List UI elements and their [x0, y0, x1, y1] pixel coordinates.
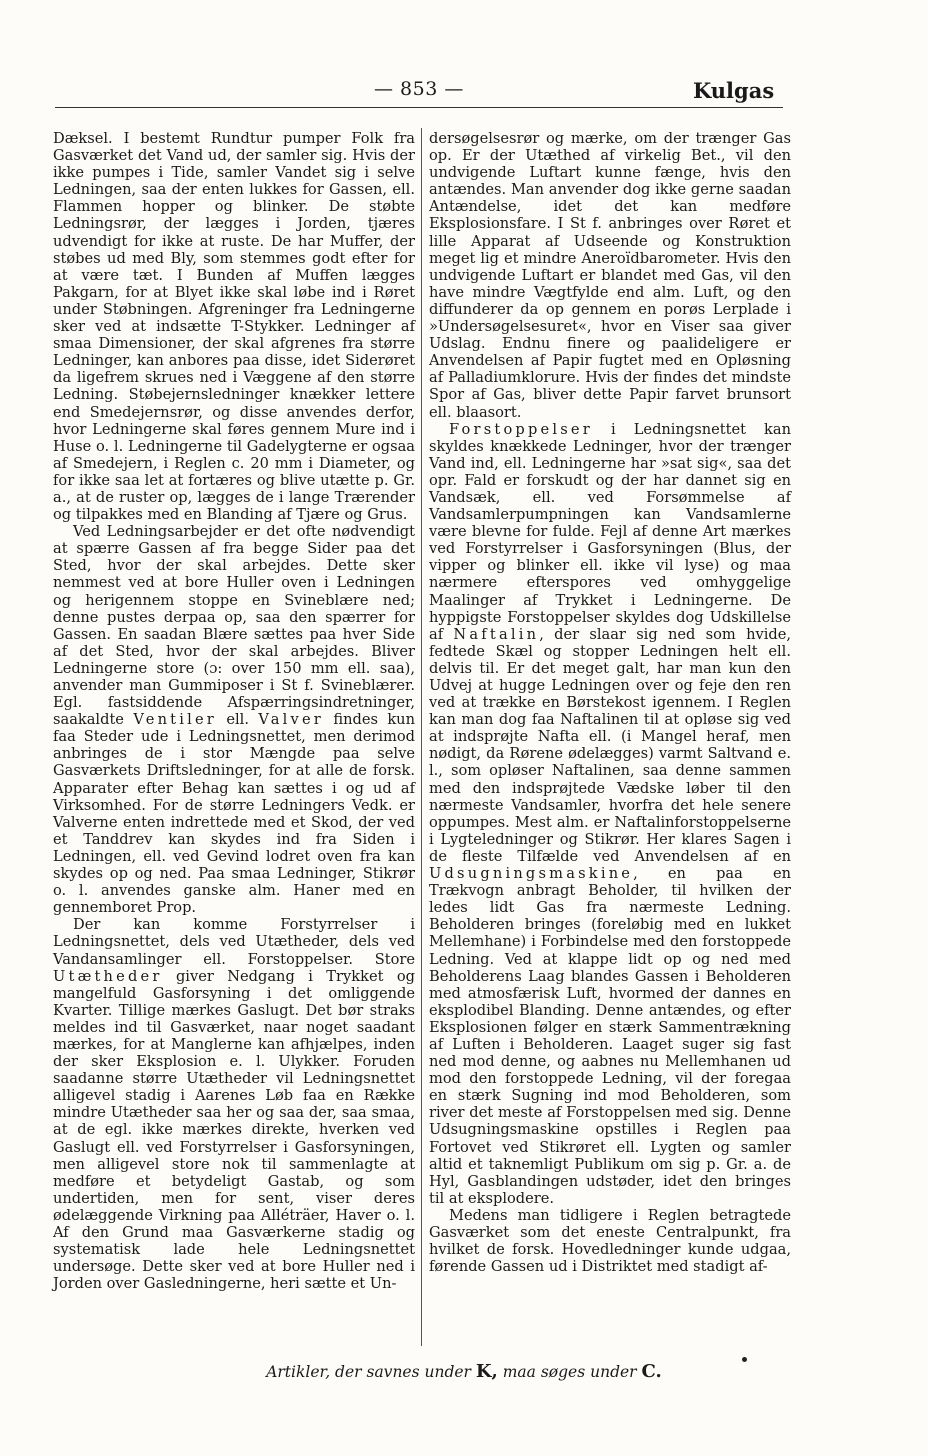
- right-paragraph-2: [429, 421, 791, 1207]
- text-run: ell.: [216, 711, 259, 729]
- right-paragraph-3: Medens man tidligere i Reglen betragtede Gasværket som det eneste Centralpunkt, fra hvilket de forsk. Hovedledninger kunde udgaa, førende Gassen ud i Distriktet med stadigt af-: [429, 1206, 791, 1276]
- page-number: — 853 —: [374, 78, 464, 100]
- spaced-term: Naftalin: [453, 625, 540, 643]
- left-paragraph-1: Dæksel. I bestemt Rundtur pumper Folk fra Gasværket det Vand ud, der samler sig. Hvis der ikke pumpes i Tide, samler Vandet sig i selve Ledningen, saa der enten lukkes for Gassen, ell. Flammen hopper og blinker. De støbte Ledningsrør, der lægges i Jorden, tjæres udvendigt for ikke at ruste. De har Muffer, der støbes ud med Bly, som stemmes godt efter for at være tæt. I Bunden af Muffen lægges Pakgarn, for at Blyet ikke skal løbe ind i Røret under Støbningen. Afgreninger fra Ledningerne sker ved at indsætte T-Stykker. Ledninger af smaa Dimensioner, der skal afgrenes fra større Ledninger, kan anbores paa disse, idet Siderøret da ligefrem skrues ned i Væggene af den større Ledning. Støbejernsledninger knækker lettere end Smedejernsrør, og disse anvendes derfor, hvor Ledningerne skal føres gennem Mure ind i Huse o. l. Ledningerne til Gadelygterne er ogsaa af Smedejern, i Reglen c. 20 mm i Diameter, og for ikke saa let at fortæres og blive utætte p. Gr. a., at de ruster op, lægges de i lange Trærender og tilpakkes med en Blanding af Tjære og Grus.: [53, 130, 415, 524]
- right-column: [429, 130, 791, 1275]
- footer-letter-c: C.: [641, 1361, 662, 1382]
- spaced-term: Udsugningsmaskine: [429, 865, 634, 883]
- left-paragraph-3: [53, 916, 415, 1292]
- running-head: Kulgas: [693, 78, 775, 103]
- print-mark-dot: [742, 1357, 747, 1362]
- spaced-term: Forstoppelser: [449, 420, 593, 438]
- footer-note: [0, 1361, 928, 1382]
- footer-letter-k: K,: [475, 1361, 498, 1382]
- page-header: [0, 78, 928, 108]
- spaced-term: Ventiler: [133, 711, 217, 729]
- spaced-term: Valver: [258, 711, 324, 729]
- right-paragraph-1: dersøgelsesrør og mærke, om der trænger Gas op. Er der Utæthed af virkelig Bet., vil den undvigende Luftart kunne fænge, hvis den antændes. Man anvender dog ikke gerne saadan Antændelse, idet det kan medføre Eksplosionsfare. I St f. anbringes over Røret et lille Apparat af Udseende og Konstruktion meget lig et mindre Aneroïdbarometer. Hvis den undvigende Luftart er blandet med Gas, vil den have mindre Vægtfylde end alm. Luft, og den diffunderer da op gennem en porøs Lerplade i »Undersøgelsesuret«, hvor en Viser saa giver Udslag. Endnu finere og paalideligere er Anvendelsen af Papir fugtet med en Opløsning af Palladiumklorure. Hvis der findes det mindste Spor af Gas, bliver dette Papir farvet brunsort ell. blaasort.: [429, 130, 791, 421]
- text-run: , en paa en Trækvogn anbragt Beholder, til hvilken der ledes lidt Gas fra nærmeste Ledning. Beholderen bringes (foreløbig med en lukket Mellemhane) i Forbindelse med den forstoppede Ledning. Ved at klappe lidt op og ned med Beholderens Laag blandes Gassen i Beholderen med atmosfærisk Luft, hvormed der dannes en eksplodibel Blanding. Denne antændes, og efter Eksplosionen følger en stærk Sammentrækning af Luften i Beholderen. Laaget suger sig fast ned mod denne, og aabnes nu Mellemhanen ud mod den forstoppede Ledning, vil der foregaa en stærk Sugning ind mod Beholderen, som river det meste af Forstoppelsen med sig. Denne Udsugningsmaskine opstilles i Reglen paa Fortovet ved Stikrøret ell. Lygten og samler altid et taknemligt Publikum om sig p. Gr. a. de Hyl, Gasblandingen udstøder, idet den bringes til at eksplodere.: [429, 865, 791, 1207]
- text-run: , der slaar sig ned som hvide, fedtede Skæl og stopper Ledningen helt ell. delvis til. Er det meget galt, har man kun den Udvej at hugge Ledningen over og feje den ren ved at trække en Børstekost igennem. I Reglen kan man dog faa Naftalinen til at opløse sig ved at indsprøjte Nafta ell. (i Mangel heraf, men nødigt, da Rørene ødelægges) varmt Saltvand e. l., som opløser Naftalinen, saa denne sammen med den indsprøjtede Vædske løber til den nærmeste Vandsamler, hvorfra det hele senere oppumpes. Mest alm. er Naftalinforstoppelserne i Lygteledninger og Stikrør. Her klares Sagen i de fleste Tilfælde ved Anvendelsen af en: [429, 625, 791, 865]
- footer-text: maa søges under: [497, 1363, 642, 1381]
- spaced-term: Utætheder: [53, 967, 163, 985]
- text-run: Ved Ledningsarbejder er det ofte nødvendigt at spærre Gassen af fra begge Sider paa det Sted, hvor der skal arbejdes. Dette sker nemmest ved at bore Huller oven i Ledningen og herigennem stoppe en Svineblære ned; denne pustes derpaa op, saa den spærrer for Gassen. En saadan Blære sættes paa hver Side af det Sted, hvor der skal arbejdes. Bliver Ledningerne store (ɔ: over 150 mm ell. saa), anvender man Gummiposer i St f. Svineblærer. Egl. fastsiddende Afspærringsindretninger, saakaldte: [53, 523, 415, 729]
- text-run: Der kan komme Forstyrrelser i Ledningsnettet, dels ved Utætheder, dels ved Vandansamlinger ell. Forstoppelser. Store: [53, 916, 415, 968]
- text-run: i Ledningsnettet kan skyldes knækkede Ledninger, hvor der trænger Vand ind, ell. Ledningerne har »sat sig«, saa det opr. Fald er forskudt og der har dannet sig en Vandsæk, ell. ved Forsømmelse af Vandsamlerpumpningen kan Vandsamlerne være blevne for fulde. Fejl af denne Art mærkes ved Forstyrrelser i Gasforsyningen (Blus, der vipper og blinker ell. ikke vil lyse) og maa nærmere efterspores ved omhyggelige Maalinger af Trykket i Ledningerne. De hyppigste Forstoppelser skyldes dog Udskillelse af: [429, 420, 791, 643]
- left-paragraph-2: [53, 523, 415, 916]
- left-column: [53, 130, 415, 1292]
- column-divider: [421, 128, 422, 1346]
- header-rule: [55, 107, 783, 108]
- text-run: findes kun faa Steder ude i Ledningsnettet, men derimod anbringes de i stor Mængde paa selve Gasværkets Driftsledninger, for at alle de forsk. Apparater efter Behag kan sættes i og ud af Virksomhed. For de større Ledningers Vedk. er Valverne enten indrettede med et Skod, der ved et Tanddrev kan skydes ind fra Siden i Ledningen, ell. ved Gevind lodret oven fra kan skydes op og ned. Paa smaa Ledninger, Stikrør o. l. anvendes ganske alm. Haner med en gennemboret Prop.: [53, 711, 415, 917]
- text-run: giver Nedgang i Trykket og mangelfuld Gasforsyning i det omliggende Kvarter. Tillige mærkes Gaslugt. Det bør straks meldes ind til Gasværket, naar noget saadant mærkes, for at Manglerne kan afhjælpes, inden der sker Eksplosion e. l. Ulykker. Foruden saadanne større Utætheder vil Ledningsnettet alligevel stadig i Aarenes Løb faa en Række mindre Utætheder saa her og saa der, saa smaa, at de egl. ikke mærkes direkte, hverken ved Gaslugt ell. ved Forstyrrelser i Gasforsyningen, men alligevel store nok til sammenlagte at medføre et betydeligt Gastab, og som undertiden, men for sent, viser deres ødelæggende Virkning paa Alléträer, Haver o. l. Af den Grund maa Gasværkerne stadig og systematisk lade hele Ledningsnettet undersøge. Dette sker ved at bore Huller ned i Jorden over Gasledningerne, heri sætte et Un-: [53, 967, 415, 1293]
- footer-text: Artikler, der savnes under: [266, 1363, 476, 1381]
